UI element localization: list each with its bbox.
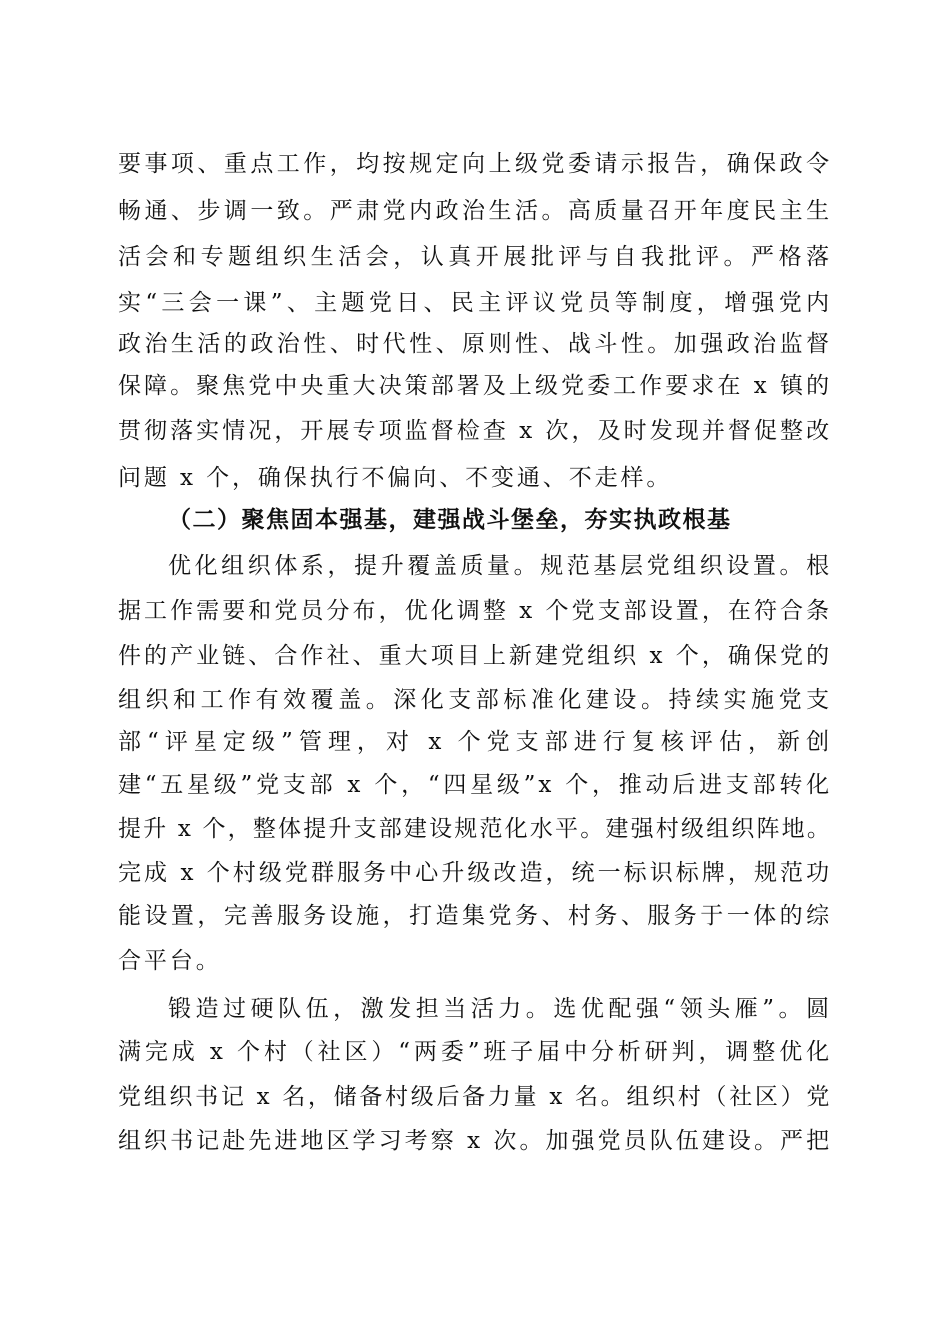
paragraph-line: 据工作需要和党员分布，优化调整 x 个党支部设置，在符合条 xyxy=(118,598,832,624)
paragraph-line: 问题 x 个，确保执行不偏向、不变通、不走样。 xyxy=(118,465,673,491)
paragraph-line: 合平台。 xyxy=(118,948,222,974)
paragraph-line: 政治生活的政治性、时代性、原则性、战斗性。加强政治监督 xyxy=(118,331,832,357)
paragraph-line: 组织书记赴先进地区学习考察 x 次。加强党员队伍建设。严把 xyxy=(118,1128,832,1154)
paragraph-line: 活会和专题组织生活会，认真开展批评与自我批评。严格落 xyxy=(118,244,832,270)
paragraph-line: 贯彻落实情况，开展专项监督检查 x 次，及时发现并督促整改 xyxy=(118,418,832,444)
paragraph-line: 锻造过硬队伍，激发担当活力。选优配强“领头雁”。圆 xyxy=(168,996,832,1022)
paragraph-line: 优化组织体系，提升覆盖质量。规范基层党组织设置。根 xyxy=(168,553,832,579)
paragraph-line: 实“三会一课”、主题党日、民主评议党员等制度，增强党内 xyxy=(118,290,832,316)
paragraph-line: 要事项、重点工作，均按规定向上级党委请示报告，确保政令 xyxy=(118,151,832,177)
paragraph-line: 建“五星级”党支部 x 个，“四星级”x 个，推动后进支部转化 xyxy=(118,772,832,798)
paragraph-line: 部“评星定级”管理，对 x 个党支部进行复核评估，新创 xyxy=(118,729,832,755)
paragraph-line: 畅通、步调一致。严肃党内政治生活。高质量召开年度民主生 xyxy=(118,198,832,224)
paragraph-line: 满完成 x 个村（社区）“两委”班子届中分析研判，调整优化 xyxy=(118,1039,832,1065)
section-heading: （二）聚焦固本强基，建强战斗堡垒，夯实执政根基 xyxy=(168,507,732,533)
paragraph-line: 组织和工作有效覆盖。深化支部标准化建设。持续实施党支 xyxy=(118,687,832,713)
paragraph-line: 党组织书记 x 名，储备村级后备力量 x 名。组织村（社区）党 xyxy=(118,1084,832,1110)
document-page xyxy=(118,0,832,1344)
paragraph-line: 保障。聚焦党中央重大决策部署及上级党委工作要求在 x 镇的 xyxy=(118,373,832,399)
paragraph-line: 能设置，完善服务设施，打造集党务、村务、服务于一体的综 xyxy=(118,903,832,929)
paragraph-line: 完成 x 个村级党群服务中心升级改造，统一标识标牌，规范功 xyxy=(118,860,832,886)
paragraph-line: 提升 x 个，整体提升支部建设规范化水平。建强村级组织阵地。 xyxy=(118,816,832,842)
paragraph-line: 件的产业链、合作社、重大项目上新建党组织 x 个，确保党的 xyxy=(118,643,832,669)
